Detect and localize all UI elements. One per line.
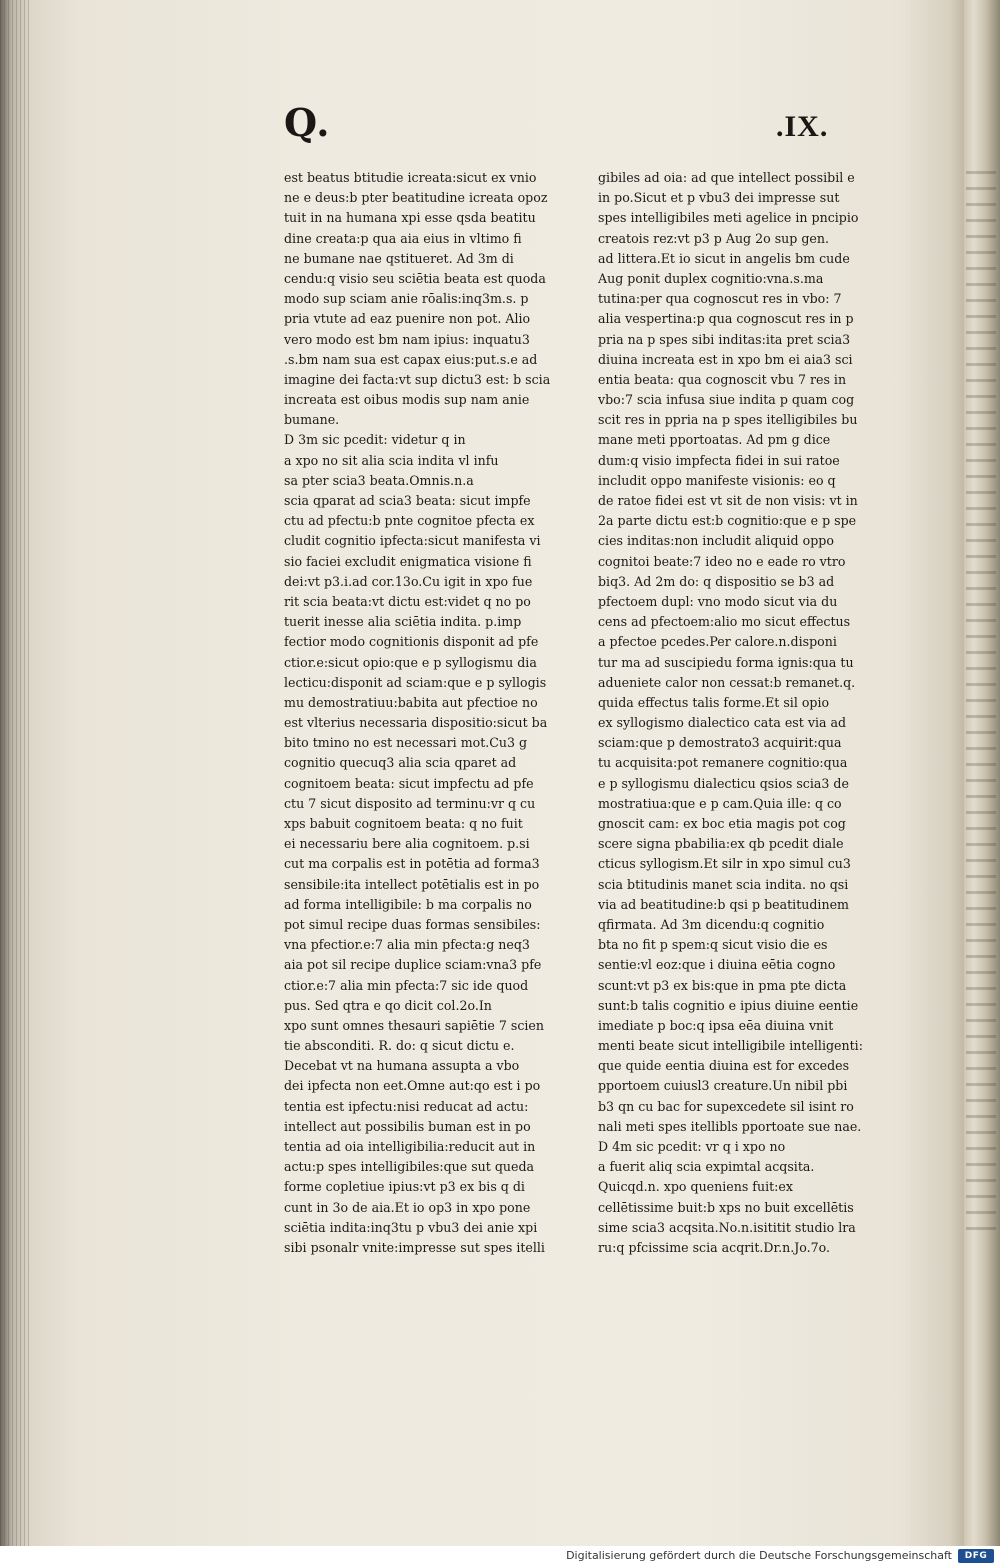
text-line: ne bumane nae qstitueret. Ad 3m di	[284, 250, 514, 266]
text-line: tentia ad oia intelligibilia:reducit aut in	[284, 1139, 536, 1154]
text-line: est beatus btitudie icreata:sicut ex vnio	[284, 170, 537, 185]
text-line: mane meti pportoatas. Ad pm g dice	[598, 432, 831, 448]
text-line: sentie:vl eoz:que i diuina eētia cogno	[598, 957, 836, 973]
text-line: spes intelligibiles meti agelice in pncipio	[598, 210, 859, 226]
text-line: pria vtute ad eaz puenire non pot. Alio	[284, 311, 531, 327]
text-line: tuerit inesse alia sciētia indita. p.imp	[284, 614, 522, 630]
text-line: scia qparat ad scia3 beata: sicut impfe	[284, 493, 531, 508]
text-line: pria na p spes sibi inditas:ita pret scia3	[598, 331, 851, 347]
text-line: sensibile:ita intellect potētialis est in po	[284, 876, 540, 892]
text-line: dei:vt p3.i.ad cor.13o.Cu igit in xpo fue	[284, 573, 533, 589]
text-line: cut ma corpalis est in potētia ad forma3	[284, 856, 540, 872]
text-line: vna pfectior.e:7 alia min pfecta:g neq3	[284, 937, 530, 953]
text-line: sime scia3 acqsita.No.n.isititit studio lra	[598, 1219, 856, 1235]
text-line: vero modo est bm nam ipius: inquatu3	[284, 331, 530, 347]
text-line: ei necessariu bere alia cognitoem. p.si	[284, 836, 530, 852]
text-line: cognitio quecuq3 alia scia qparet ad	[284, 755, 517, 771]
text-line: ex syllogismo dialectico cata est via ad	[598, 715, 847, 731]
text-line: scia btitudinis manet scia indita. no qsi	[598, 876, 849, 892]
text-line: Decebat vt na humana assupta a vbo	[284, 1058, 520, 1074]
text-line: quida effectus talis forme.Et sil opio	[598, 694, 830, 710]
text-line: ne e deus:b pter beatitudine icreata opoz	[284, 190, 548, 206]
text-line: sibi psonalr vnite:impresse sut spes itelli	[284, 1239, 545, 1255]
text-line: ad forma intelligibile: b ma corpalis no	[284, 896, 532, 912]
text-line: pfectoem dupl: vno modo sicut via du	[598, 593, 838, 609]
text-line: a pfectoe pcedes.Per calore.n.disponi	[598, 634, 837, 650]
text-line: scit res in ppria na p spes itelligibiles bu	[598, 412, 858, 428]
dfg-logo	[958, 1549, 994, 1563]
text-line: dum:q visio impfecta fidei in sui ratoe	[598, 452, 840, 468]
text-line: forme copletiue ipius:vt p3 ex bis q di	[284, 1179, 525, 1195]
text-line: pportoem cuiusl3 creature.Un nibil pbi	[598, 1078, 848, 1094]
text-line: imediate p boc:q ipsa eēa diuina vnit	[598, 1017, 834, 1033]
text-line: tuit in na humana xpi esse qsda beatitu	[284, 210, 536, 226]
text-line: cens ad pfectoem:alio mo sicut effectus	[598, 614, 851, 630]
text-line: ru:q pfcissime scia acqrit.Dr.n.Jo.7o.	[598, 1239, 831, 1255]
text-line: mu demostratiuu:babita aut pfectioe no	[284, 694, 538, 710]
text-line: D 4m sic pcedit: vr q i xpo no	[598, 1139, 786, 1154]
funding-credit: Digitalisierung gefördert durch die Deutsche Forschungsgemeinschaft	[566, 1549, 952, 1562]
text-line: bta no fit p spem:q sicut visio die es	[598, 937, 828, 953]
text-line: .s.bm nam sua est capax eius:put.s.e ad	[284, 351, 538, 367]
text-line: fectior modo cognitionis disponit ad pfe	[284, 634, 539, 650]
text-line: cellētissime buit:b xps no buit excellētis	[598, 1199, 854, 1215]
text-line: in po.Sicut et p vbu3 dei impresse sut	[598, 190, 840, 206]
text-line: pot simul recipe duas formas sensibiles:	[284, 916, 541, 932]
text-line: alia vespertina:p qua cognoscut res in p	[598, 311, 854, 327]
text-line: ctior.e:7 alia min pfecta:7 sic ide quod	[284, 977, 529, 993]
text-line: ctu ad pfectu:b pnte cognitoe pfecta ex	[284, 513, 535, 529]
text-line: actu:p spes intelligibiles:que sut queda	[284, 1159, 535, 1175]
text-line: bito tmino no est necessari mot.Cu3 g	[284, 735, 528, 751]
text-line: aia pot sil recipe duplice sciam:vna3 pfe	[284, 957, 542, 973]
text-line: tur ma ad suscipiedu forma ignis:qua tu	[598, 654, 854, 670]
text-line: e p syllogismu dialecticu qsios scia3 de	[598, 775, 849, 791]
text-line: sio faciei excludit enigmatica visione fi	[284, 553, 532, 569]
text-line: scunt:vt p3 ex bis:que in pma pte dicta	[598, 977, 847, 993]
text-line: que quide eentia diuina est for excedes	[598, 1058, 850, 1074]
text-line: cognitoem beata: sicut impfectu ad pfe	[284, 775, 534, 791]
text-line: creatois rez:vt p3 p Aug 2o sup gen.	[598, 230, 829, 246]
text-line: ctior.e:sicut opio:que e p syllogismu dia	[284, 654, 537, 670]
text-line: Aug ponit duplex cognitio:vna.s.ma	[598, 270, 824, 286]
text-line: pus. Sed qtra e qo dicit col.2o.In	[284, 997, 492, 1013]
text-line: tu acquisita:pot remanere cognitio:qua	[598, 755, 848, 771]
text-line: cludit cognitio ipfecta:sicut manifesta vi	[284, 533, 541, 549]
facing-page-text-bleed	[966, 170, 996, 1230]
text-line: increata est oibus modis sup nam anie	[284, 392, 530, 408]
text-line: sa pter scia3 beata.Omnis.n.a	[284, 472, 474, 488]
text-line: dei ipfecta non eet.Omne aut:qo est i po	[284, 1078, 541, 1094]
text-line: est vlterius necessaria dispositio:sicut ba	[284, 715, 548, 731]
text-line: nali meti spes itellibls pportoate sue nae.	[598, 1118, 862, 1134]
text-line: cunt in 3o de aia.Et io op3 in xpo pone	[284, 1199, 531, 1215]
text-line: sciētia indita:inq3tu p vbu3 dei anie xpi	[284, 1219, 538, 1235]
text-line: ctu 7 sicut disposito ad terminu:vr q cu	[284, 795, 536, 811]
folio-number: .IX.	[776, 110, 829, 143]
text-line: gibiles ad oia: ad que intellect possibil e	[598, 170, 855, 185]
text-line: b3 qn cu bac for supexcedete sil isint ro	[598, 1098, 854, 1114]
text-line: a fuerit aliq scia expimtal acqsita.	[598, 1159, 815, 1175]
text-line: cies inditas:non includit aliquid oppo	[598, 533, 834, 549]
text-line: Quicqd.n. xpo queniens fuit:ex	[598, 1179, 793, 1195]
text-line: a xpo no sit alia scia indita vl infu	[284, 452, 499, 468]
text-line: via ad beatitudine:b qsi p beatitudinem	[598, 896, 849, 912]
text-line: intellect aut possibilis buman est in po	[284, 1118, 531, 1134]
running-head-left: Q.	[284, 100, 331, 145]
text-line: imagine dei facta:vt sup dictu3 est: b scia	[284, 371, 551, 387]
text-line: cticus syllogism.Et silr in xpo simul cu3	[598, 856, 851, 872]
text-line: includit oppo manifeste visionis: eo q	[598, 472, 836, 488]
digitization-footer	[0, 1546, 1000, 1566]
text-line: sunt:b talis cognitio e ipius diuine eentie	[598, 997, 859, 1013]
text-line: vbo:7 scia infusa siue indita p quam cog	[598, 392, 855, 408]
text-line: tie absconditi. R. do: q sicut dictu e.	[284, 1038, 515, 1054]
text-line: entia beata: qua cognoscit vbu 7 res in	[598, 371, 847, 387]
text-line: adueniete calor non cessat:b remanet.q.	[598, 674, 856, 690]
text-line: dine creata:p qua aia eius in vltimo fi	[284, 230, 522, 246]
book-page-edges	[0, 0, 30, 1546]
text-line: bumane.	[284, 412, 340, 428]
text-line: cognitoi beate:7 ideo no e eade ro vtro	[598, 553, 846, 569]
text-line: diuina increata est in xpo bm ei aia3 sci	[598, 351, 853, 367]
text-line: D 3m sic pcedit: videtur q in	[284, 432, 466, 448]
text-line: tutina:per qua cognoscut res in vbo: 7	[598, 291, 842, 307]
text-line: de ratoe fidei est vt sit de non visis: vt in	[598, 493, 858, 508]
text-line: xps babuit cognitoem beata: q no fuit	[284, 816, 523, 831]
text-line: qfirmata. Ad 3m dicendu:q cognitio	[598, 916, 825, 932]
text-line: sciam:que p demostrato3 acquirit:qua	[598, 735, 842, 751]
text-column-right	[598, 168, 874, 1258]
dfg-logo-text: DFG	[964, 1551, 988, 1561]
text-line: rit scia beata:vt dictu est:videt q no po	[284, 593, 531, 609]
text-line: scere signa pbabilia:ex qb pcedit diale	[598, 836, 844, 852]
text-line: 2a parte dictu est:b cognitio:que e p spe	[598, 513, 857, 529]
text-line: menti beate sicut intelligibile intelligenti:	[598, 1038, 863, 1054]
text-line: lecticu:disponit ad sciam:que e p syllogis	[284, 674, 547, 690]
text-line: biq3. Ad 2m do: q dispositio se b3 ad	[598, 573, 835, 589]
text-line: gnoscit cam: ex boc etia magis pot cog	[598, 816, 846, 831]
text-line: modo sup sciam anie rōalis:inq3m.s. p	[284, 291, 529, 307]
text-column-left	[284, 168, 568, 1258]
text-line: mostratiua:que e p cam.Quia ille: q co	[598, 795, 842, 811]
text-line: tentia est ipfectu:nisi reducat ad actu:	[284, 1098, 529, 1114]
text-line: cendu:q visio seu sciētia beata est quoda	[284, 270, 546, 286]
facing-leaf-edge	[964, 0, 1000, 1546]
text-line: xpo sunt omnes thesauri sapiētie 7 scien	[284, 1017, 544, 1033]
text-line: ad littera.Et io sicut in angelis bm cude	[598, 250, 850, 266]
